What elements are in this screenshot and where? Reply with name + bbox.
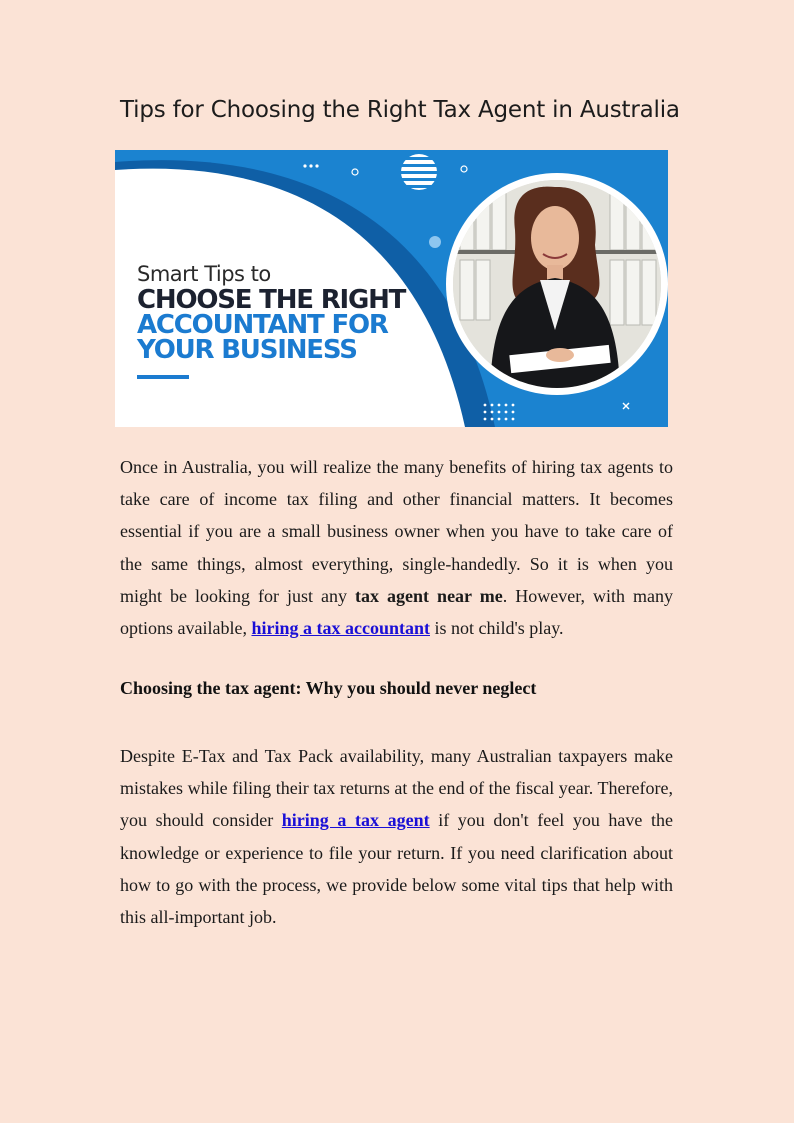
keyword-tax-agent-near-me: tax agent near me	[355, 585, 503, 606]
hero-headline	[137, 262, 405, 363]
hero-subtitle: Smart Tips to	[137, 262, 271, 286]
hero-title-line-2: ACCOUNTANT FOR	[137, 310, 388, 340]
intro-paragraph	[120, 451, 673, 644]
intro-text-1: Once in Australia, you will realize the many benefits of hiring tax agents to take care of income tax filing and other financial matters. It becomes essential if you are a small business owner when you have to take care of the same things, almost everything, single-handedly. So it is when you might be looking for just any	[120, 457, 673, 606]
intro-text-3: is not child's play.	[429, 618, 564, 639]
hero-title-line-1: CHOOSE THE RIGHT	[137, 285, 406, 315]
section-heading: Choosing the tax agent: Why you should never neglect	[120, 678, 537, 698]
hiring-tax-agent-link[interactable]: hiring a tax agent	[281, 810, 430, 831]
hero-image	[115, 150, 668, 427]
hero-title-line-3: YOUR BUSINESS	[137, 335, 357, 365]
hiring-tax-accountant-link[interactable]: hiring a tax accountant	[251, 618, 430, 639]
section-paragraph	[120, 740, 673, 933]
page-title: Tips for Choosing the Right Tax Agent in Australia	[120, 97, 680, 123]
section-text-1: Despite E-Tax and Tax Pack availability, many Australian taxpayers make mistakes while filing their tax returns at the end of the fiscal year. Therefore, you should consider	[120, 746, 673, 831]
intro-text-2: . However, with many options available,	[120, 585, 673, 639]
section-text-2: if you don't feel you have the knowledge or experience to file your return. If you need clarification about how to go with the process, we provide below some vital tips that help with this all-important job.	[120, 810, 673, 928]
dots-decoration-icon	[303, 164, 318, 167]
